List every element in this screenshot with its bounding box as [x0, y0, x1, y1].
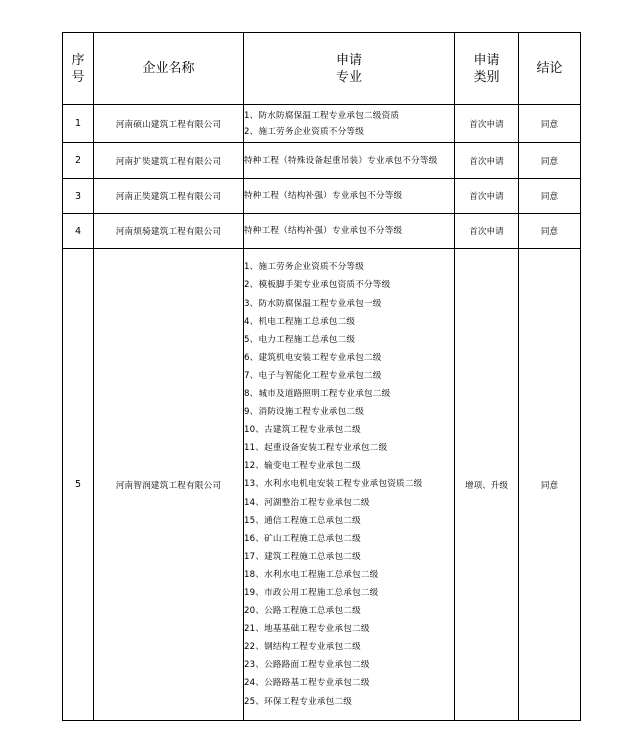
major-item: 15、通信工程施工总承包二级 [244, 515, 361, 526]
row-conclusion: 同意 [519, 214, 581, 249]
major-item: 17、建筑工程施工总承包二级 [244, 551, 361, 562]
major-item: 20、公路工程施工总承包二级 [244, 606, 361, 617]
major-item: 2、模板脚手架专业承包资质不分等级 [244, 280, 391, 291]
row-company: 河南正奘建筑工程有限公司 [94, 179, 244, 214]
row-company: 河南智润建筑工程有限公司 [94, 249, 244, 721]
row-company: 河南硕山建筑工程有限公司 [94, 105, 244, 143]
table-row [63, 214, 581, 249]
header-category [455, 33, 519, 105]
row-category: 首次申请 [455, 179, 519, 214]
major-item: 特种工程（特殊设备起重吊装）专业承包不分等级 [244, 155, 438, 166]
row-conclusion: 同意 [519, 143, 581, 179]
major-item: 12、输变电工程专业承包二级 [244, 461, 361, 472]
approval-table [62, 32, 581, 721]
row-conclusion: 同意 [519, 105, 581, 143]
row-conclusion: 同意 [519, 179, 581, 214]
row-index: 5 [63, 249, 94, 721]
row-conclusion: 同意 [519, 249, 581, 721]
major-item: 3、防水防腐保温工程专业承包一级 [244, 298, 382, 309]
row-category: 首次申请 [455, 143, 519, 179]
major-item: 8、城市及道路照明工程专业承包二级 [244, 388, 391, 399]
header-major [244, 33, 455, 105]
major-item: 10、古建筑工程专业承包二级 [244, 425, 361, 436]
major-item: 2、施工劳务企业资质不分等级 [244, 126, 364, 137]
major-item: 14、河湖整治工程专业承包二级 [244, 497, 370, 508]
row-index: 2 [63, 143, 94, 179]
table-row [63, 143, 581, 179]
row-company: 河南烦骑建筑工程有限公司 [94, 214, 244, 249]
row-majors [244, 214, 455, 249]
major-item: 1、施工劳务企业资质不分等级 [244, 262, 364, 273]
major-item: 5、电力工程施工总承包二级 [244, 334, 356, 345]
major-item: 23、公路路面工程专业承包二级 [244, 660, 370, 671]
table-row [63, 105, 581, 143]
major-item: 11、起重设备安装工程专业承包二级 [244, 443, 388, 454]
row-majors [244, 105, 455, 143]
major-item: 1、防水防腐保温工程专业承包二级资质 [244, 110, 400, 121]
major-item: 6、建筑机电安装工程专业承包二级 [244, 352, 382, 363]
row-category: 首次申请 [455, 214, 519, 249]
header-conclusion: 结论 [519, 33, 581, 105]
row-category: 首次申请 [455, 105, 519, 143]
major-item: 13、水利水电机电安装工程专业承包资质二级 [244, 479, 423, 490]
major-item: 7、电子与智能化工程专业承包二级 [244, 370, 382, 381]
major-item: 9、消防设施工程专业承包二级 [244, 407, 364, 418]
row-majors [244, 143, 455, 179]
row-index: 1 [63, 105, 94, 143]
major-item: 16、矿山工程施工总承包二级 [244, 533, 361, 544]
major-item: 25、环保工程专业承包二级 [244, 696, 353, 707]
row-category: 增项、升级 [455, 249, 519, 721]
major-item: 特种工程（结构补强）专业承包不分等级 [244, 191, 403, 201]
table-row [63, 179, 581, 214]
row-majors [244, 249, 455, 721]
major-item: 4、机电工程施工总承包二级 [244, 316, 356, 327]
header-index [63, 33, 94, 105]
header-company: 企业名称 [94, 33, 244, 105]
table-row [63, 249, 581, 721]
row-majors [244, 179, 455, 214]
header-index-text: 序号 [71, 52, 85, 85]
header-major-text: 申请专业 [335, 52, 362, 85]
major-item: 24、公路路基工程专业承包二级 [244, 678, 370, 689]
major-item: 19、市政公用工程施工总承包二级 [244, 588, 379, 599]
major-item: 18、水利水电工程施工总承包二级 [244, 569, 379, 580]
major-item: 22、钢结构工程专业承包二级 [244, 642, 361, 653]
header-row [63, 33, 581, 105]
major-item: 特种工程（结构补强）专业承包不分等级 [244, 226, 403, 236]
row-company: 河南扩奘建筑工程有限公司 [94, 143, 244, 179]
row-index: 3 [63, 179, 94, 214]
major-item: 21、地基基础工程专业承包二级 [244, 624, 370, 635]
row-index: 4 [63, 214, 94, 249]
header-category-text: 申请类别 [473, 52, 500, 85]
